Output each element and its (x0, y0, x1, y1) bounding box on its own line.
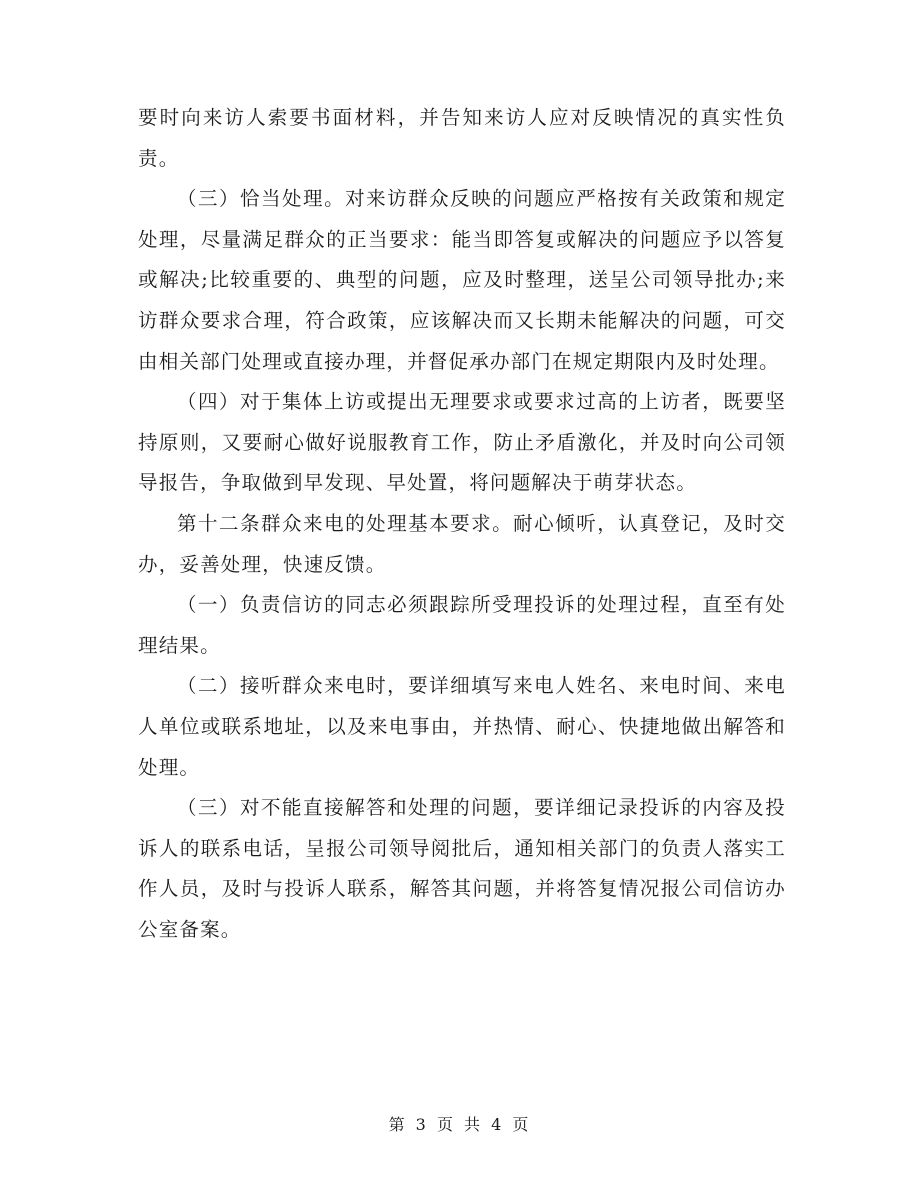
page-number-footer: 第 3 页 共 4 页 (388, 1115, 532, 1134)
paragraph-continued: 要时向来访人索要书面材料，并告知来访人应对反映情况的真实性负责。 (138, 106, 786, 170)
paragraph-group-petition: （四）对于集体上访或提出无理要求或要求过高的上访者，既要坚持原则，又要耐心做好说服教育工作，防止矛盾激化，并及时向公司领导报告，争取做到早发现、早处置，将问题解决于萌芽状态。 (138, 390, 786, 495)
paragraph-article-twelve: 第十二条群众来电的处理基本要求。耐心倾听，认真登记，及时交办，妥善处理，快速反馈。 (138, 511, 786, 576)
paragraph-unresolved-issues: （三）对不能直接解答和处理的问题，要详细记录投诉的内容及投诉人的联系电话，呈报公司领导阅批后，通知相关部门的负责人落实工作人员，及时与投诉人联系，解答其问题，并将答复情况报公司信访办公室备案。 (138, 796, 786, 941)
paragraph-tracking: （一）负责信访的同志必须跟踪所受理投诉的处理过程，直至有处理结果。 (138, 593, 786, 657)
document-body (138, 98, 786, 950)
paragraph-proper-handling: （三）恰当处理。对来访群众反映的问题应严格按有关政策和规定处理，尽量满足群众的正当要求：能当即答复或解决的问题应予以答复或解决;比较重要的、典型的问题，应及时整理，送呈公司领导批办;来访群众要求合理，符合政策，应该解决而又长期未能解决的问题，可交由相关部门处理或直接办理，并督促承办部门在规定期限内及时处理。 (138, 187, 786, 373)
paragraph-answering-calls: （二）接听群众来电时，要详细填写来电人姓名、来电时间、来电人单位或联系地址，以及来电事由，并热情、耐心、快捷地做出解答和处理。 (138, 674, 786, 779)
